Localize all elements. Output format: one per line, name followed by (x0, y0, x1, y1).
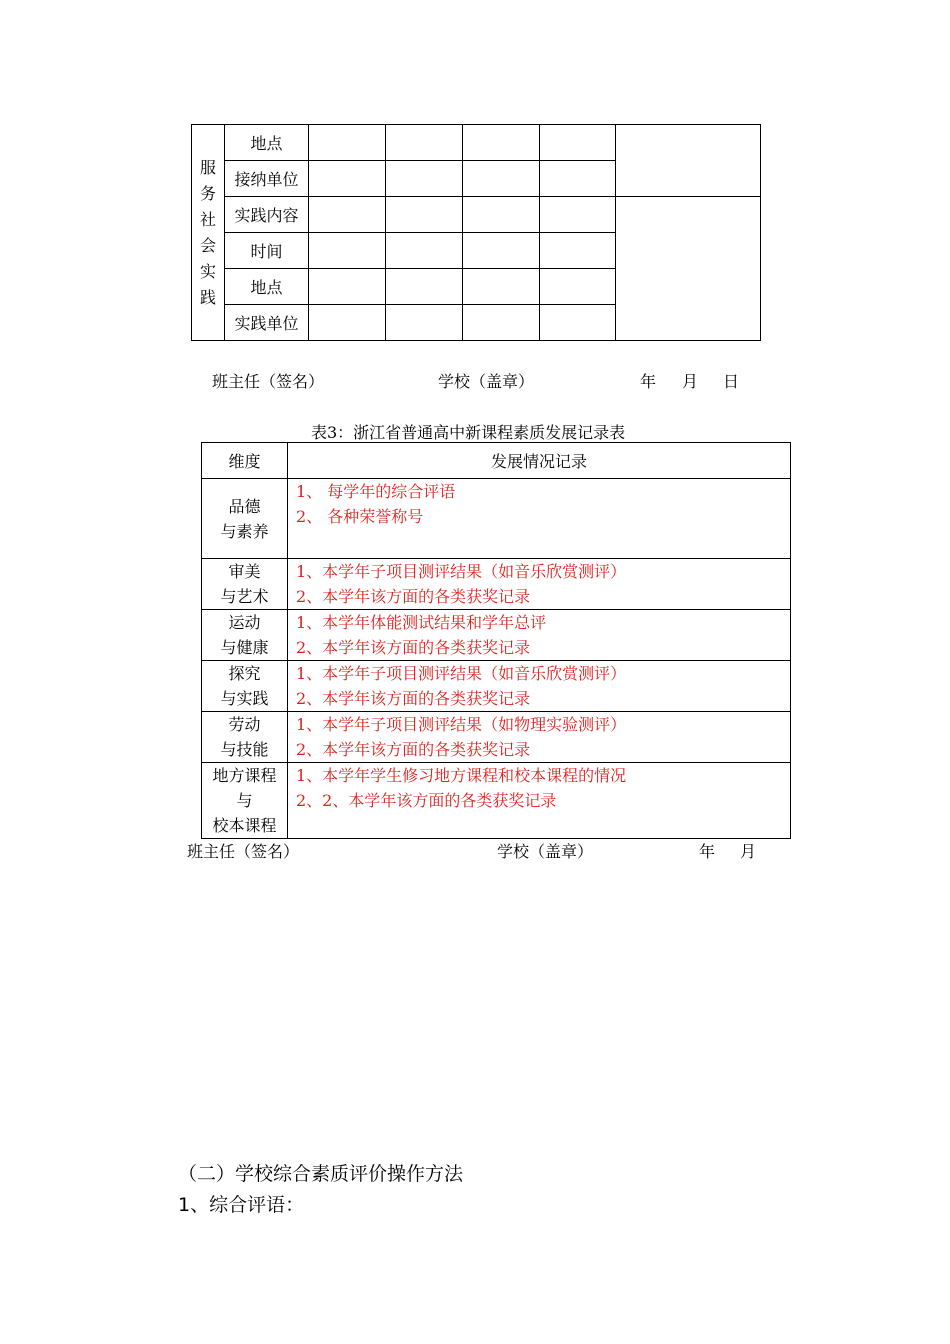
quality-development-table (201, 442, 791, 839)
record-line: 1、本学年学生修习地方课程和校本课程的情况 (296, 766, 627, 785)
table-cell (540, 305, 616, 341)
table-cell (309, 305, 386, 341)
table-cell (386, 197, 463, 233)
record-cell (288, 712, 791, 763)
record-cell (288, 559, 791, 610)
record-line: 2、 各种荣誉称号 (296, 507, 424, 526)
table-cell (386, 161, 463, 197)
dimension-cell: 运动 与健康 (202, 610, 288, 661)
row-label: 实践单位 (225, 305, 309, 341)
record-cell (288, 610, 791, 661)
row-label: 地点 (225, 125, 309, 161)
table-cell (309, 197, 386, 233)
record-cell (288, 763, 791, 839)
table-cell (540, 269, 616, 305)
month-label: 月 (682, 372, 699, 391)
merged-cell (616, 197, 761, 341)
teacher-signature-label-2: 班主任（签名） (187, 842, 300, 861)
table-cell (386, 125, 463, 161)
header-records: 发展情况记录 (288, 443, 791, 479)
side-label-service-practice: 服 务 社 会 实 践 (192, 125, 225, 341)
table-cell (540, 233, 616, 269)
header-dimension: 维度 (202, 443, 288, 479)
record-line: 1、本学年子项目测评结果（如音乐欣赏测评） (296, 664, 627, 683)
section-heading: （二）学校综合素质评价操作方法 (178, 1163, 464, 1185)
table-cell (386, 305, 463, 341)
teacher-signature-label: 班主任（签名） (212, 372, 325, 391)
table-cell (463, 197, 540, 233)
table-cell (540, 197, 616, 233)
school-seal-label: 学校（盖章） (438, 372, 535, 391)
dimension-cell: 品德 与素养 (202, 479, 288, 559)
record-line: 2、本学年该方面的各类获奖记录 (296, 740, 531, 759)
record-line: 1、本学年体能测试结果和学年总评 (296, 613, 547, 632)
dimension-cell: 审美 与艺术 (202, 559, 288, 610)
table-cell (309, 269, 386, 305)
table-cell (540, 125, 616, 161)
table-cell (463, 305, 540, 341)
dimension-cell: 劳动 与技能 (202, 712, 288, 763)
row-label: 地点 (225, 269, 309, 305)
row-label: 接纳单位 (225, 161, 309, 197)
record-cell (288, 661, 791, 712)
section-item-1: 1、综合评语： (178, 1194, 305, 1216)
year-label-2: 年 (699, 842, 716, 861)
row-label: 实践内容 (225, 197, 309, 233)
record-line: 1、 每学年的综合评语 (296, 482, 456, 501)
table-caption: 表3：浙江省普通高中新课程素质发展记录表 (311, 423, 626, 442)
table-cell (309, 161, 386, 197)
merged-cell (616, 125, 761, 197)
record-line: 2、本学年该方面的各类获奖记录 (296, 638, 531, 657)
record-line: 1、本学年子项目测评结果（如音乐欣赏测评） (296, 562, 627, 581)
record-line: 2、本学年该方面的各类获奖记录 (296, 587, 531, 606)
table-cell (463, 161, 540, 197)
dimension-cell: 地方课程 与 校本课程 (202, 763, 288, 839)
table-cell (309, 233, 386, 269)
record-line: 1、本学年子项目测评结果（如物理实验测评） (296, 715, 627, 734)
record-line: 2、2、本学年该方面的各类获奖记录 (296, 791, 557, 810)
school-seal-label-2: 学校（盖章） (497, 842, 594, 861)
table-cell (463, 125, 540, 161)
record-line: 2、本学年该方面的各类获奖记录 (296, 689, 531, 708)
table-cell (309, 125, 386, 161)
year-label: 年 (640, 372, 657, 391)
table-cell (386, 269, 463, 305)
table-cell (463, 269, 540, 305)
table-cell (540, 161, 616, 197)
service-practice-table (191, 124, 761, 341)
day-label: 日 (723, 372, 740, 391)
row-label: 时间 (225, 233, 309, 269)
table-cell (386, 233, 463, 269)
record-cell (288, 479, 791, 559)
dimension-cell: 探究 与实践 (202, 661, 288, 712)
table-cell (463, 233, 540, 269)
month-label-2: 月 (740, 842, 757, 861)
